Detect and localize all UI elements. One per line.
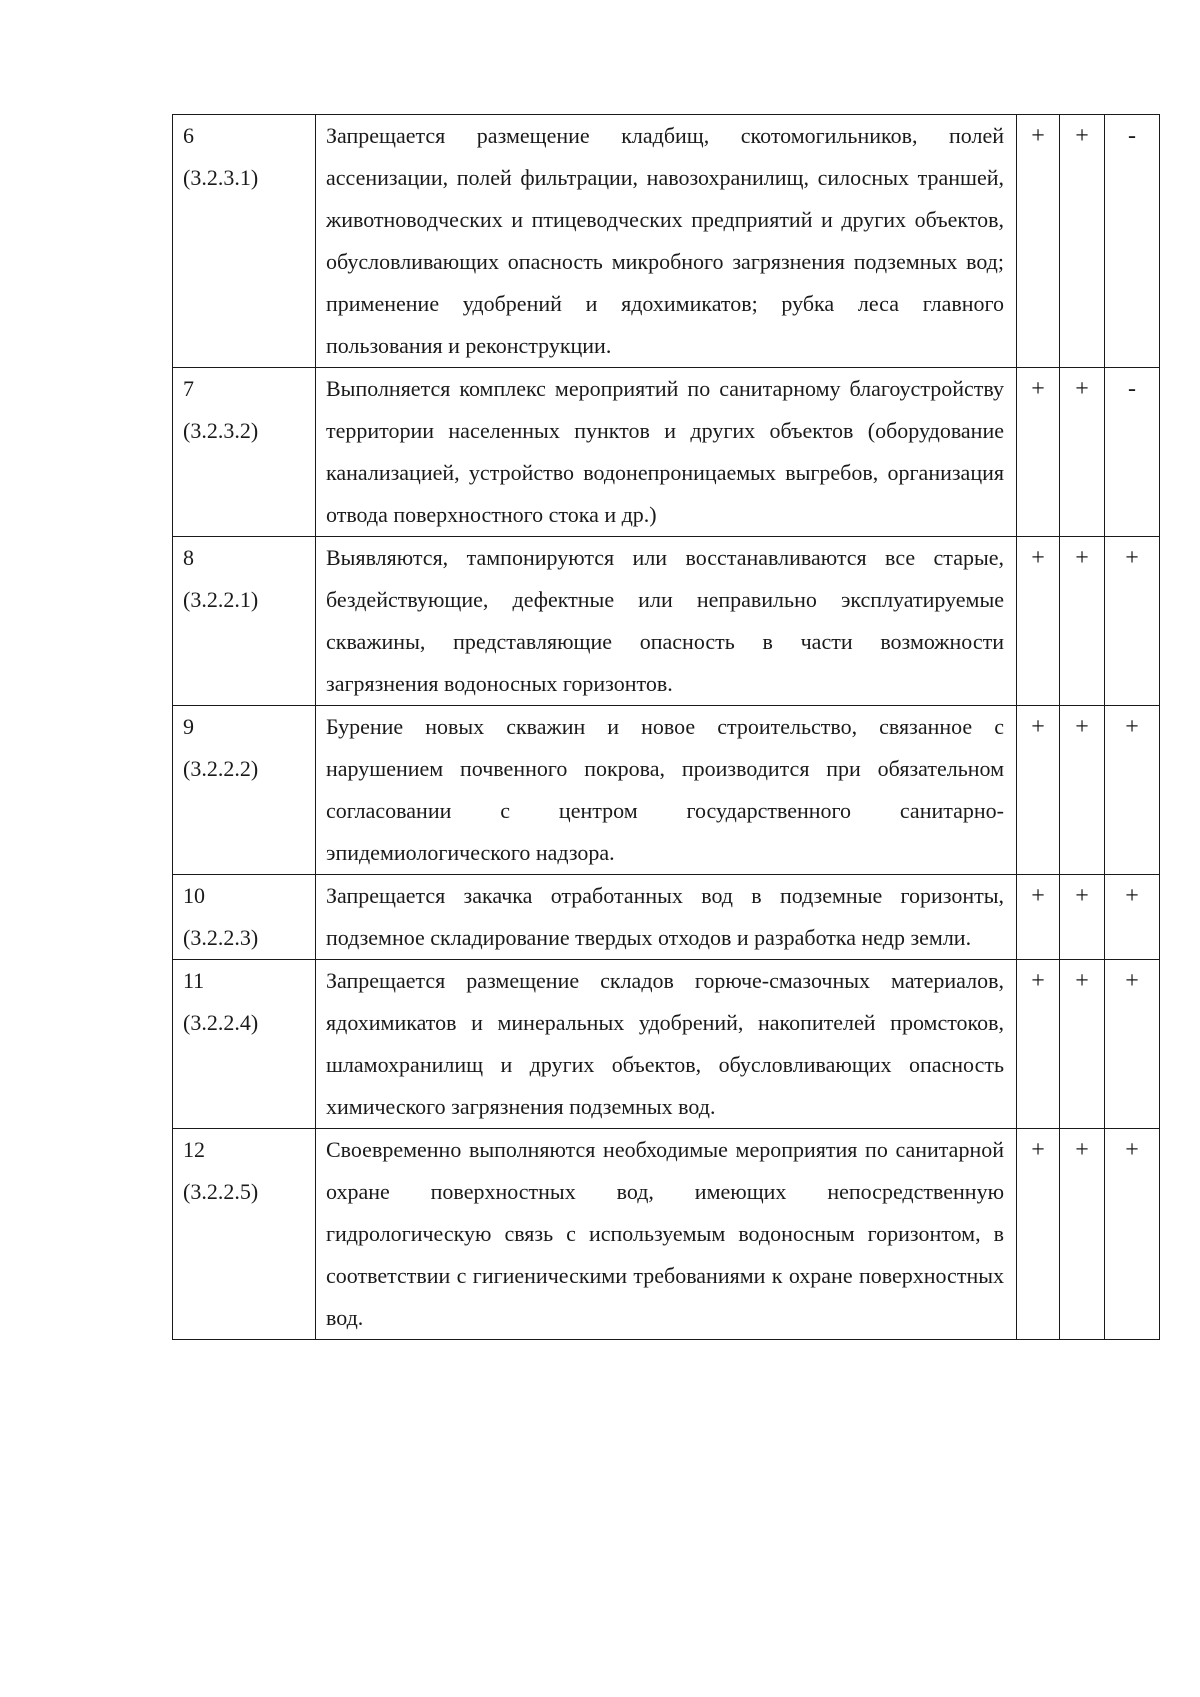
table-row [173,960,1160,1129]
row-number: 7 [183,376,194,401]
row-reference: (3.2.3.2) [183,418,259,443]
row-number-cell [173,1129,316,1340]
mark-column-2: + [1060,875,1105,960]
table-row [173,706,1160,875]
measure-text: Запрещается размещение кладбищ, скотомогильников, полей ассенизации, полей фильтрации, навозохранилищ, силосных траншей, животноводческих и птицеводческих предприятий и других объектов, обусловливающих опасность микробного загрязнения подземных вод; применение удобрений и ядохимикатов; рубка леса главного пользования и реконструкции. [316,115,1017,368]
table-row [173,1129,1160,1340]
row-number: 6 [183,123,194,148]
row-number: 10 [183,883,205,908]
mark-column-3: + [1105,875,1160,960]
mark-column-3: + [1105,1129,1160,1340]
row-number-cell [173,368,316,537]
mark-column-1: + [1017,1129,1060,1340]
table-row [173,368,1160,537]
measure-text: Выявляются, тампонируются или восстанавливаются все старые, бездействующие, дефектные или неправильно эксплуатируемые скважины, представляющие опасность в части возможности загрязнения водоносных горизонтов. [316,537,1017,706]
measure-text: Своевременно выполняются необходимые мероприятия по санитарной охране поверхностных вод, имеющих непосредственную гидрологическую связь с используемым водоносным горизонтом, в соответствии с гигиеническими требованиями к охране поверхностных вод. [316,1129,1017,1340]
mark-column-2: + [1060,368,1105,537]
mark-column-2: + [1060,706,1105,875]
row-number: 8 [183,545,194,570]
table-row [173,115,1160,368]
row-number-cell [173,115,316,368]
table-body [173,115,1160,1340]
row-reference: (3.2.2.3) [183,925,259,950]
mark-column-1: + [1017,960,1060,1129]
mark-column-1: + [1017,706,1060,875]
mark-column-3: + [1105,960,1160,1129]
row-number: 12 [183,1137,205,1162]
mark-column-2: + [1060,115,1105,368]
mark-column-1: + [1017,875,1060,960]
measure-text: Выполняется комплекс мероприятий по санитарному благоустройству территории населенных пунктов и других объектов (оборудование канализацией, устройство водонепроницаемых выгребов, организация отвода поверхностного стока и др.) [316,368,1017,537]
sanitary-measures-table [172,114,1160,1340]
row-reference: (3.2.2.1) [183,587,259,612]
row-reference: (3.2.2.2) [183,756,259,781]
mark-column-3: - [1105,368,1160,537]
row-number: 9 [183,714,194,739]
row-number-cell [173,537,316,706]
mark-column-3: - [1105,115,1160,368]
row-number-cell [173,960,316,1129]
row-number: 11 [183,968,205,993]
mark-column-3: + [1105,537,1160,706]
row-reference: (3.2.3.1) [183,165,259,190]
mark-column-1: + [1017,115,1060,368]
row-number-cell [173,706,316,875]
mark-column-3: + [1105,706,1160,875]
mark-column-1: + [1017,537,1060,706]
mark-column-2: + [1060,1129,1105,1340]
row-reference: (3.2.2.5) [183,1179,259,1204]
mark-column-1: + [1017,368,1060,537]
mark-column-2: + [1060,537,1105,706]
mark-column-2: + [1060,960,1105,1129]
measure-text: Запрещается закачка отработанных вод в подземные горизонты, подземное складирование твердых отходов и разработка недр земли. [316,875,1017,960]
measure-text: Запрещается размещение складов горюче-смазочных материалов, ядохимикатов и минеральных удобрений, накопителей промстоков, шламохранилищ и других объектов, обусловливающих опасность химического загрязнения подземных вод. [316,960,1017,1129]
row-reference: (3.2.2.4) [183,1010,259,1035]
row-number-cell [173,875,316,960]
table-row [173,875,1160,960]
measure-text: Бурение новых скважин и новое строительство, связанное с нарушением почвенного покрова, производится при обязательном согласовании с центром государственного санитарно-эпидемиологического надзора. [316,706,1017,875]
table-row [173,537,1160,706]
